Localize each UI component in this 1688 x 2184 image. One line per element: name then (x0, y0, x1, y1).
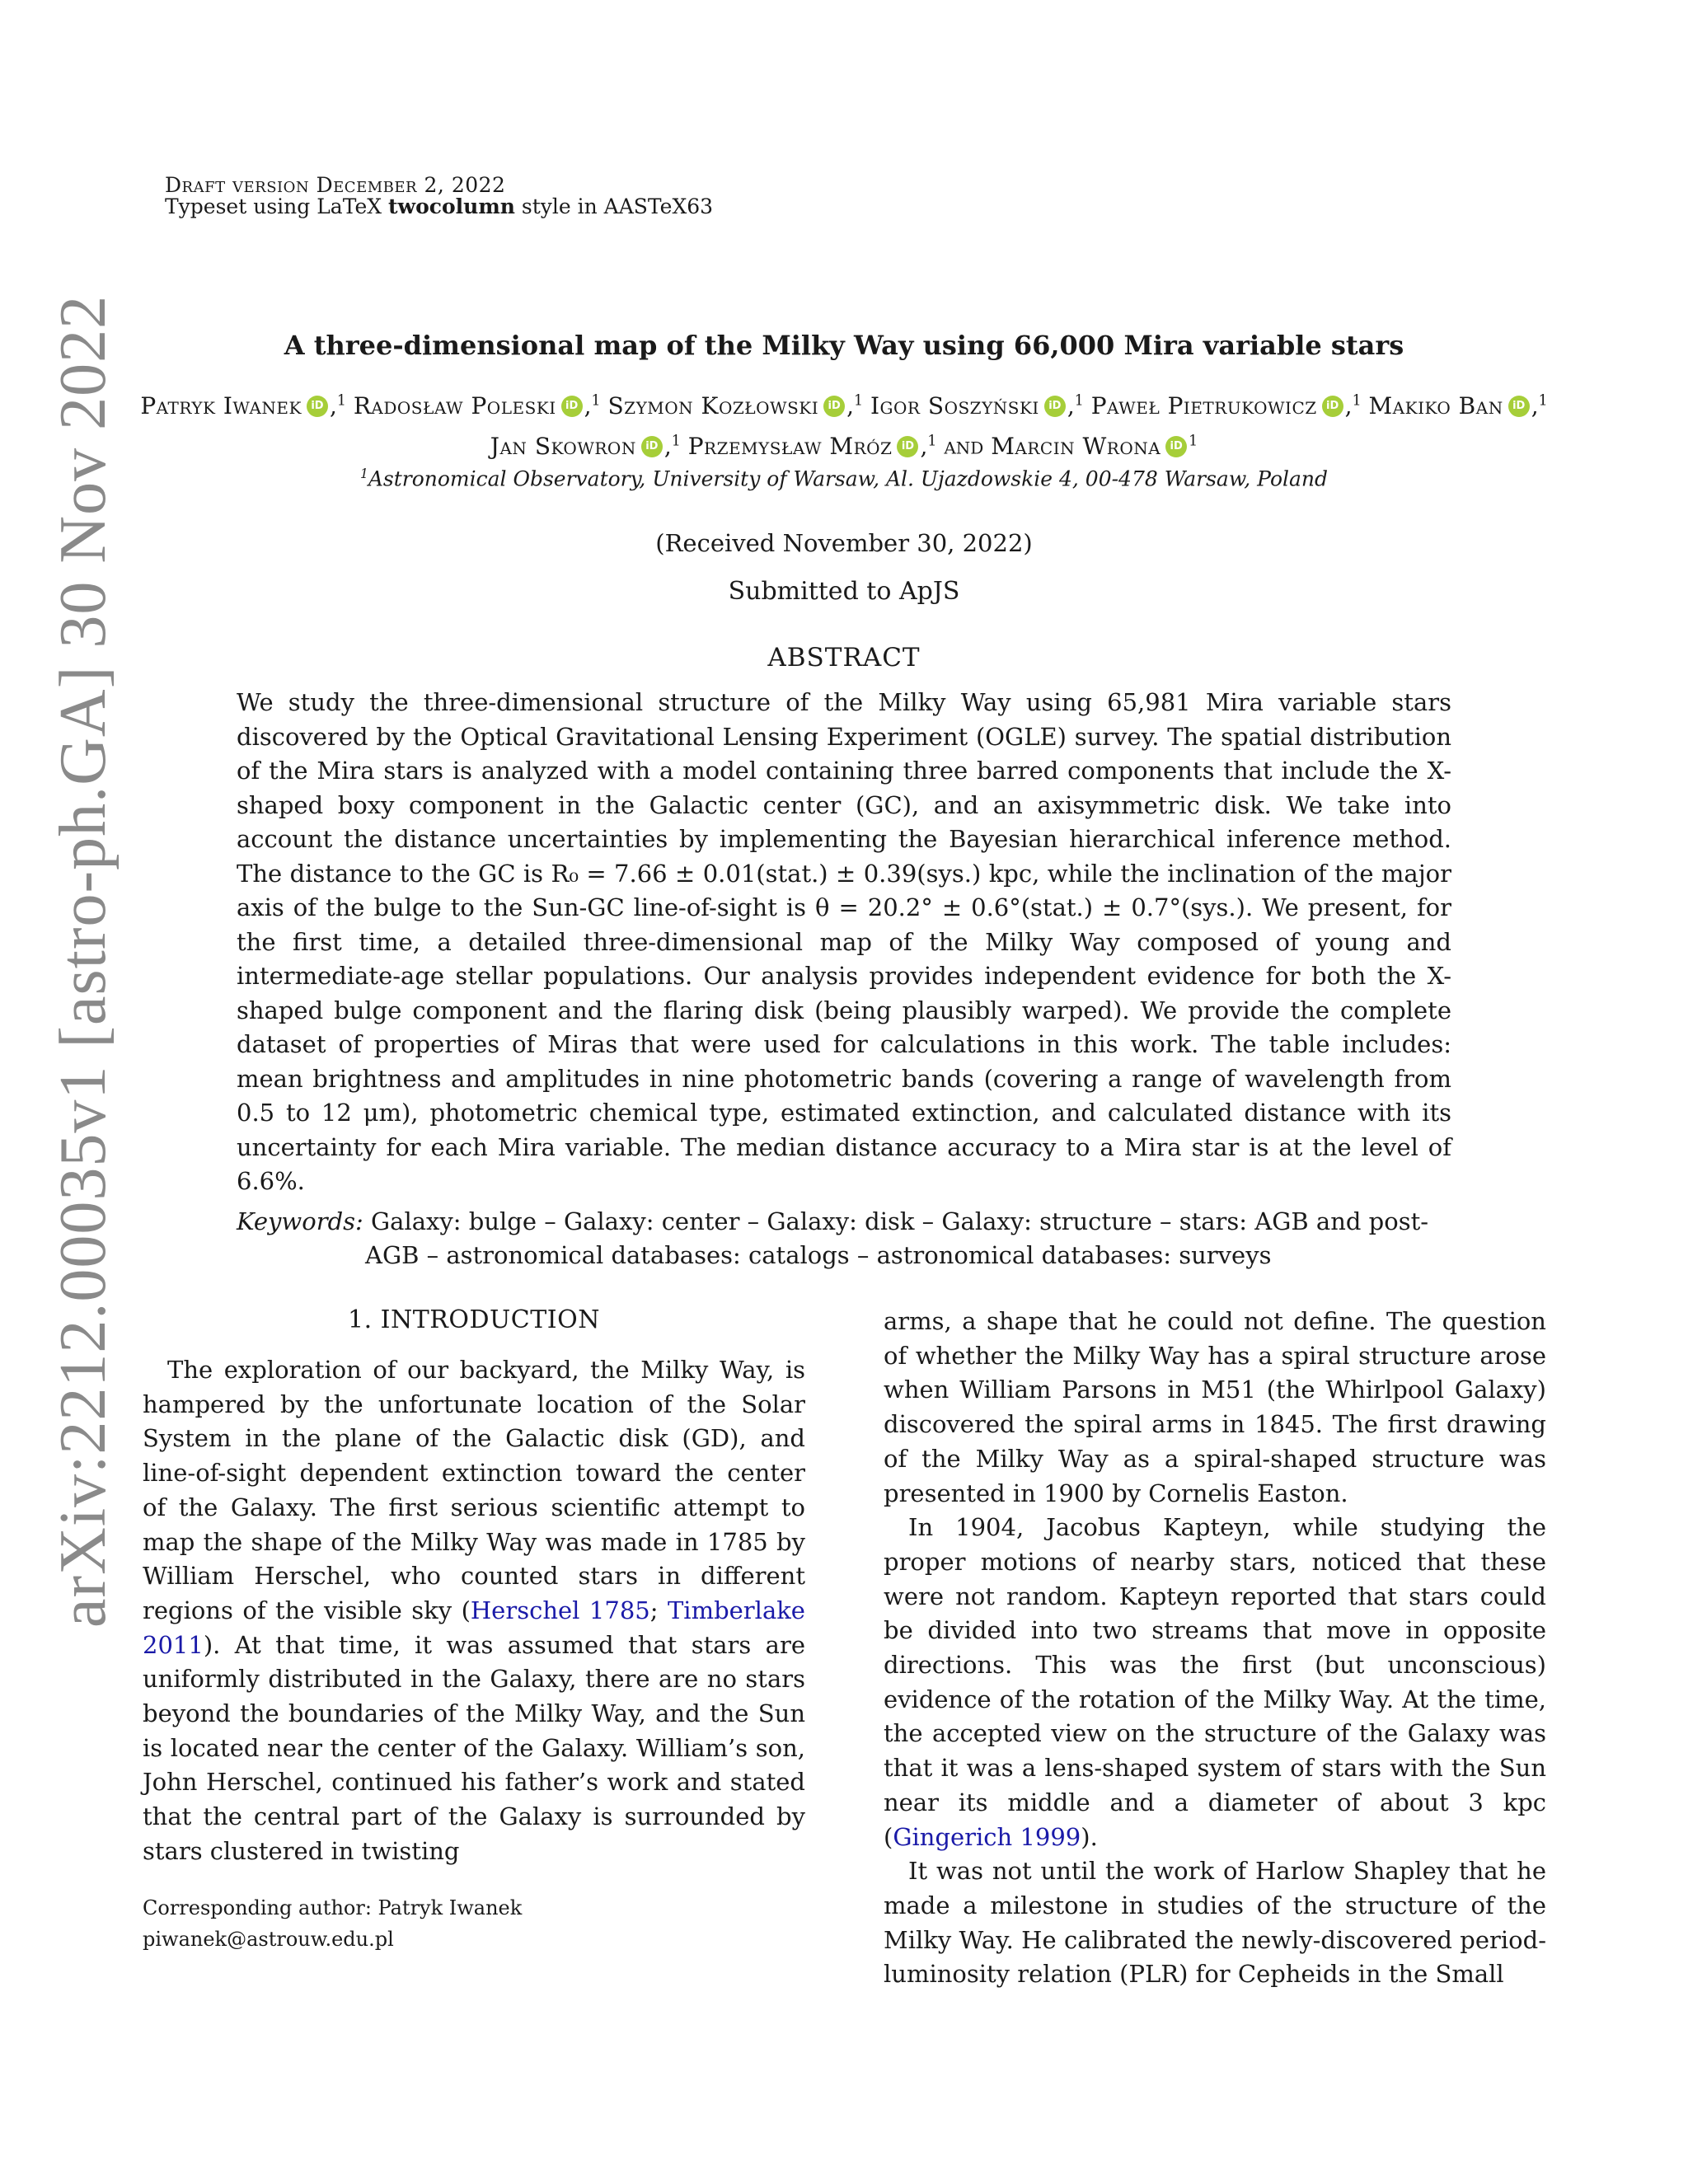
author-list (124, 384, 1564, 464)
abstract-text-1: We study the three-dimensional structure of the Milky Way using 65,981 Mira variable stars discovered by the Optical Gravitational Lensing Experiment (OGLE) survey. The spatial distribution of the Mira stars is analyzed with a model containing three barred components that include the X-shaped boxy component in the Galactic center (GC), and an axisymmetric disk. We take into account the distance uncertainties by implementing the Bayesian hierarchical inference method. The distance to the GC is (237, 688, 1451, 888)
arxiv-stamp: arXiv:2212.00035v1 [astro-ph.GA] 30 Nov 2022 (47, 294, 120, 1628)
authors-and: and (944, 432, 984, 460)
left-column (143, 1353, 805, 1869)
orcid-icon[interactable]: iD (641, 436, 663, 457)
author-affiliation-mark: 1 (1189, 433, 1198, 450)
author-affiliation-mark: 1 (854, 393, 864, 410)
orcid-icon[interactable]: iD (307, 396, 328, 417)
affiliation-text: Astronomical Observatory, University of Warsaw, Al. Ujazdowskie 4, 00-478 Warsaw, Poland (368, 466, 1329, 491)
corresponding-email[interactable]: piwanek@astrouw.edu.pl (143, 1928, 394, 1951)
right-column (884, 1305, 1546, 1992)
author-affiliation-mark: 1 (591, 393, 601, 410)
typeset-suffix: style in AASTeX63 (521, 194, 714, 218)
intro-text-2b: ). (1081, 1822, 1098, 1851)
section-heading-introduction: 1. INTRODUCTION (348, 1305, 600, 1334)
corresponding-author-line: Corresponding author: Patryk Iwanek (143, 1896, 523, 1919)
affiliation-mark: 1 (359, 466, 368, 481)
latex-logo: LaTeX (316, 194, 382, 218)
abstract-body (237, 686, 1451, 1199)
author-affiliation-mark: 1 (336, 393, 346, 410)
received-date: (Received November 30, 2022) (655, 529, 1033, 557)
author-affiliation-mark: 1 (1538, 393, 1548, 410)
author-affiliation-mark: 1 (1352, 393, 1362, 410)
author-name: Paweł Pietrukowicz (1090, 392, 1317, 420)
submitted-to: Submitted to ApJS (728, 577, 960, 606)
intro-paragraph-2 (884, 1511, 1546, 1854)
draft-header (165, 175, 713, 218)
author: Szymon Kozłowski iD ,$^1$ (607, 392, 864, 420)
author-name: Makiko Ban (1368, 392, 1503, 420)
intro-text-2a: In 1904, Jacobus Kapteyn, while studying the proper motions of nearby stars, noticed that these were not random. Kapteyn reported that stars could be divided into two streams that move in opposite directions. This was the first (but unconscious) evidence of the rotation of the Milky Way. At the time, the accepted view on the structure of the Galaxy was that it was a lens-shaped system of stars with the Sun near its middle and a diameter of about 3 kpc ( (884, 1513, 1546, 1851)
citation-gingerich-1999[interactable]: Gingerich 1999 (893, 1822, 1081, 1851)
author-name: Marcin Wrona (991, 432, 1161, 460)
abstract-heading: ABSTRACT (767, 643, 921, 673)
orcid-icon[interactable]: iD (897, 436, 918, 457)
citation-separator: ; (649, 1596, 668, 1624)
abstract-text-2: , while the inclination of the major axis of the bulge to the Sun-GC line-of-sight is (237, 859, 1452, 921)
author-name: Igor Soszyński (870, 392, 1039, 420)
paper-title: A three-dimensional map of the Milky Way using 66,000 Mira variable stars (284, 330, 1404, 361)
draft-version-line: Draft version December 2, 2022 (165, 173, 506, 197)
author-name: Radosław Poleski (353, 392, 556, 420)
author-affiliation-mark: 1 (1074, 393, 1084, 410)
intro-text-1b: ). At that time, it was assumed that stars are uniformly distributed in the Galaxy, there are no stars beyond the boundaries of the Milky Way, and the Sun is located near the center of the Galaxy. William’s son, John Herschel, continued his father’s work and stated that the central part of the Galaxy is surrounded by stars clustered in twisting (143, 1630, 805, 1865)
author-affiliation-mark: 1 (671, 433, 681, 450)
keywords-text: Galaxy: bulge – Galaxy: center – Galaxy: disk – Galaxy: structure – stars: AGB and post-AGB – astronomical databases: catalogs – astronomical databases: surveys (365, 1207, 1429, 1269)
orcid-icon[interactable]: iD (1322, 396, 1343, 417)
author: Radosław Poleski iD ,$^1$ (353, 392, 601, 420)
intro-paragraph-1-cont: arms, a shape that he could not define. The question of whether the Milky Way has a spiral structure arose when William Parsons in M51 (the Whirlpool Galaxy) discovered the spiral arms in 1845. The first drawing of the Milky Way as a spiral-shaped structure was presented in 1900 by Cornelis Easton. (884, 1307, 1546, 1507)
theta-expression: θ = 20.2° ± 0.6°(stat.) ± 0.7°(sys.) (815, 893, 1245, 921)
citation-herschel-1785[interactable]: Herschel 1785 (470, 1596, 650, 1624)
keywords (237, 1205, 1451, 1272)
author (991, 433, 1198, 460)
author-affiliation-mark: 1 (927, 433, 937, 450)
intro-paragraph-3: It was not until the work of Harlow Shapley that he made a milestone in studies of the structure of the Milky Way. He calibrated the newly-discovered period-luminosity relation (PLR) for Cepheids in the Small (884, 1857, 1546, 1989)
author: Patryk Iwanek iD ,$^1$ (140, 392, 346, 420)
author: Igor Soszyński iD ,$^1$ (870, 392, 1084, 420)
orcid-icon[interactable]: iD (1165, 436, 1187, 457)
intro-paragraph-1 (143, 1353, 805, 1869)
orcid-icon[interactable]: iD (823, 396, 845, 417)
corresponding-author (143, 1892, 522, 1955)
keywords-label: Keywords: (237, 1207, 363, 1235)
author-name: Szymon Kozłowski (607, 392, 819, 420)
author: Przemysław Mróz iD ,$^1$ (687, 432, 937, 460)
typeset-prefix: Typeset using (165, 194, 311, 218)
author: Paweł Pietrukowicz iD ,$^1$ (1090, 392, 1362, 420)
author-name: Patryk Iwanek (140, 392, 302, 420)
intro-text-1a: The exploration of our backyard, the Milky Way, is hampered by the unfortunate location of the Solar System in the plane of the Galactic disk (GD), and line-of-sight dependent extinction toward the center of the Galaxy. The first serious scientific attempt to map the shape of the Milky Way was made in 1785 by William Herschel, who counted stars in different regions of the visible sky ( (143, 1356, 805, 1624)
citation-timberlake-2011[interactable]: Timberlake 2011 (143, 1596, 805, 1659)
typeset-style: twocolumn (388, 194, 515, 218)
orcid-icon[interactable]: iD (1508, 396, 1530, 417)
typeset-line (165, 196, 713, 218)
orcid-icon[interactable]: iD (1044, 396, 1066, 417)
orcid-icon[interactable]: iD (561, 396, 583, 417)
author-name: Przemysław Mróz (687, 432, 893, 460)
author-name: Jan Skowron (490, 432, 636, 460)
author: Makiko Ban iD ,$^1$ (1368, 392, 1548, 420)
abstract-text-3: . We present, for the first time, a detailed three-dimensional map of the Milky Way composed of young and intermediate-age stellar populations. Our analysis provides independent evidence for both the X-shaped bulge component and the flaring disk (being plausibly warped). We provide the complete dataset of properties of Miras that were used for calculations in this work. The table includes: mean brightness and amplitudes in nine photometric bands (covering a range of wavelength from 0.5 to 12 μm), photometric chemical type, estimated extinction, and calculated distance with its uncertainty for each Mira variable. The median distance accuracy to a Mira star is at the level of 6.6%. (237, 893, 1452, 1195)
author: Jan Skowron iD ,$^1$ (490, 432, 681, 460)
r0-expression: R₀ = 7.66 ± 0.01(stat.) ± 0.39(sys.) kpc (551, 859, 1033, 888)
affiliation (0, 466, 1688, 490)
